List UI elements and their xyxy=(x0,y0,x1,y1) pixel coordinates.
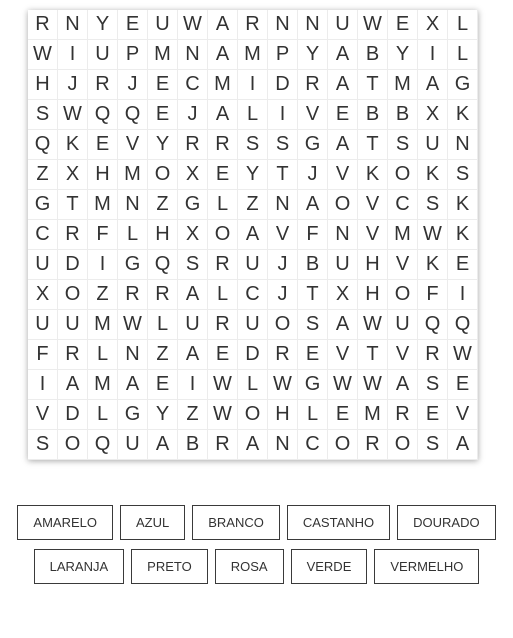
word-laranja[interactable]: LARANJA xyxy=(34,549,125,584)
grid-cell[interactable]: S xyxy=(28,100,58,130)
grid-cell[interactable]: U xyxy=(28,310,58,340)
grid-cell[interactable]: G xyxy=(178,190,208,220)
grid-cell[interactable]: V xyxy=(298,100,328,130)
grid-cell[interactable]: X xyxy=(28,280,58,310)
grid-cell[interactable]: D xyxy=(268,70,298,100)
grid-cell[interactable]: A xyxy=(178,340,208,370)
grid-cell[interactable]: Y xyxy=(238,160,268,190)
grid-cell[interactable]: R xyxy=(388,400,418,430)
grid-cell[interactable]: U xyxy=(238,250,268,280)
grid-cell[interactable]: A xyxy=(208,40,238,70)
grid-cell[interactable]: M xyxy=(88,310,118,340)
grid-cell[interactable]: S xyxy=(298,310,328,340)
grid-cell[interactable]: N xyxy=(268,190,298,220)
grid-cell[interactable]: S xyxy=(388,130,418,160)
grid-cell[interactable]: E xyxy=(208,160,238,190)
grid-cell[interactable]: W xyxy=(418,220,448,250)
grid-cell[interactable]: W xyxy=(358,310,388,340)
grid-cell[interactable]: B xyxy=(298,250,328,280)
grid-cell[interactable]: G xyxy=(298,370,328,400)
grid-cell[interactable]: X xyxy=(418,100,448,130)
grid-cell[interactable]: R xyxy=(208,130,238,160)
grid-cell[interactable]: A xyxy=(238,220,268,250)
grid-cell[interactable]: V xyxy=(328,340,358,370)
grid-cell[interactable]: J xyxy=(58,70,88,100)
grid-cell[interactable]: L xyxy=(448,40,478,70)
grid-cell[interactable]: H xyxy=(88,160,118,190)
grid-cell[interactable]: K xyxy=(358,160,388,190)
grid-cell[interactable]: D xyxy=(58,400,88,430)
grid-cell[interactable]: V xyxy=(358,220,388,250)
grid-cell[interactable]: N xyxy=(118,190,148,220)
grid-cell[interactable]: W xyxy=(208,370,238,400)
grid-cell[interactable]: I xyxy=(178,370,208,400)
grid-cell[interactable]: W xyxy=(448,340,478,370)
grid-cell[interactable]: U xyxy=(238,310,268,340)
grid-cell[interactable]: W xyxy=(328,370,358,400)
grid-cell[interactable]: W xyxy=(118,310,148,340)
grid-cell[interactable]: A xyxy=(298,190,328,220)
grid-cell[interactable]: N xyxy=(58,10,88,40)
grid-cell[interactable]: R xyxy=(148,280,178,310)
grid-cell[interactable]: O xyxy=(238,400,268,430)
grid-cell[interactable]: T xyxy=(358,340,388,370)
grid-cell[interactable]: X xyxy=(328,280,358,310)
grid-cell[interactable]: A xyxy=(58,370,88,400)
grid-cell[interactable]: J xyxy=(178,100,208,130)
grid-cell[interactable]: U xyxy=(58,310,88,340)
grid-cell[interactable]: C xyxy=(178,70,208,100)
grid-cell[interactable]: Q xyxy=(148,250,178,280)
grid-cell[interactable]: F xyxy=(88,220,118,250)
grid-cell[interactable]: R xyxy=(208,310,238,340)
grid-cell[interactable]: M xyxy=(118,160,148,190)
grid-cell[interactable]: O xyxy=(328,190,358,220)
grid-cell[interactable]: I xyxy=(418,40,448,70)
grid-cell[interactable]: Z xyxy=(148,340,178,370)
grid-cell[interactable]: W xyxy=(358,10,388,40)
grid-cell[interactable]: V xyxy=(388,340,418,370)
grid-cell[interactable]: H xyxy=(268,400,298,430)
grid-cell[interactable]: Z xyxy=(238,190,268,220)
grid-cell[interactable]: A xyxy=(388,370,418,400)
grid-cell[interactable]: R xyxy=(88,70,118,100)
grid-cell[interactable]: A xyxy=(328,130,358,160)
grid-cell[interactable]: E xyxy=(148,70,178,100)
grid-cell[interactable]: R xyxy=(358,430,388,460)
grid-cell[interactable]: I xyxy=(238,70,268,100)
word-branco[interactable]: BRANCO xyxy=(192,505,280,540)
grid-cell[interactable]: S xyxy=(448,160,478,190)
grid-cell[interactable]: M xyxy=(388,70,418,100)
grid-cell[interactable]: E xyxy=(148,100,178,130)
word-verde[interactable]: VERDE xyxy=(291,549,368,584)
grid-cell[interactable]: W xyxy=(178,10,208,40)
grid-cell[interactable]: M xyxy=(208,70,238,100)
grid-cell[interactable]: U xyxy=(178,310,208,340)
grid-cell[interactable]: N xyxy=(448,130,478,160)
grid-cell[interactable]: V xyxy=(268,220,298,250)
grid-cell[interactable]: K xyxy=(448,220,478,250)
grid-cell[interactable]: C xyxy=(238,280,268,310)
grid-cell[interactable]: H xyxy=(358,280,388,310)
grid-cell[interactable]: I xyxy=(88,250,118,280)
grid-cell[interactable]: J xyxy=(298,160,328,190)
grid-cell[interactable]: T xyxy=(58,190,88,220)
grid-cell[interactable]: C xyxy=(298,430,328,460)
grid-cell[interactable]: U xyxy=(328,250,358,280)
grid-cell[interactable]: V xyxy=(388,250,418,280)
grid-cell[interactable]: A xyxy=(328,70,358,100)
grid-cell[interactable]: L xyxy=(208,280,238,310)
grid-cell[interactable]: J xyxy=(118,70,148,100)
grid-cell[interactable]: T xyxy=(298,280,328,310)
grid-cell[interactable]: U xyxy=(148,10,178,40)
grid-cell[interactable]: U xyxy=(28,250,58,280)
grid-cell[interactable]: T xyxy=(268,160,298,190)
grid-cell[interactable]: R xyxy=(178,130,208,160)
grid-cell[interactable]: G xyxy=(448,70,478,100)
grid-cell[interactable]: D xyxy=(238,340,268,370)
grid-cell[interactable]: E xyxy=(118,10,148,40)
grid-cell[interactable]: Q xyxy=(418,310,448,340)
grid-cell[interactable]: J xyxy=(268,280,298,310)
grid-cell[interactable]: L xyxy=(148,310,178,340)
grid-cell[interactable]: G xyxy=(298,130,328,160)
grid-cell[interactable]: S xyxy=(418,370,448,400)
grid-cell[interactable]: E xyxy=(448,250,478,280)
grid-cell[interactable]: X xyxy=(178,220,208,250)
grid-cell[interactable]: W xyxy=(58,100,88,130)
grid-cell[interactable]: Q xyxy=(448,310,478,340)
grid-cell[interactable]: L xyxy=(88,340,118,370)
grid-cell[interactable]: B xyxy=(358,100,388,130)
grid-cell[interactable]: Z xyxy=(148,190,178,220)
grid-cell[interactable]: O xyxy=(388,280,418,310)
grid-cell[interactable]: C xyxy=(28,220,58,250)
grid-cell[interactable]: L xyxy=(238,100,268,130)
grid-cell[interactable]: G xyxy=(118,250,148,280)
grid-cell[interactable]: O xyxy=(388,160,418,190)
grid-cell[interactable]: K xyxy=(418,250,448,280)
grid-cell[interactable]: H xyxy=(358,250,388,280)
grid-cell[interactable]: M xyxy=(388,220,418,250)
grid-cell[interactable]: Y xyxy=(88,10,118,40)
grid-cell[interactable]: I xyxy=(28,370,58,400)
grid-cell[interactable]: F xyxy=(298,220,328,250)
grid-cell[interactable]: Y xyxy=(298,40,328,70)
grid-cell[interactable]: U xyxy=(418,130,448,160)
grid-cell[interactable]: R xyxy=(298,70,328,100)
grid-cell[interactable]: L xyxy=(118,220,148,250)
grid-cell[interactable]: K xyxy=(448,100,478,130)
grid-cell[interactable]: E xyxy=(208,340,238,370)
grid-cell[interactable]: O xyxy=(148,160,178,190)
grid-cell[interactable]: V xyxy=(448,400,478,430)
grid-cell[interactable]: E xyxy=(328,400,358,430)
grid-cell[interactable]: E xyxy=(298,340,328,370)
grid-cell[interactable]: N xyxy=(118,340,148,370)
grid-cell[interactable]: U xyxy=(118,430,148,460)
grid-cell[interactable]: W xyxy=(268,370,298,400)
grid-cell[interactable]: N xyxy=(298,10,328,40)
grid-cell[interactable]: H xyxy=(28,70,58,100)
grid-cell[interactable]: W xyxy=(28,40,58,70)
word-search-grid xyxy=(28,10,478,460)
grid-cell[interactable]: F xyxy=(28,340,58,370)
word-amarelo[interactable]: AMARELO xyxy=(17,505,113,540)
grid-cell[interactable]: I xyxy=(268,100,298,130)
grid-cell[interactable]: X xyxy=(58,160,88,190)
grid-cell[interactable]: V xyxy=(28,400,58,430)
word-dourado[interactable]: DOURADO xyxy=(397,505,495,540)
grid-cell[interactable]: G xyxy=(28,190,58,220)
grid-cell[interactable]: L xyxy=(208,190,238,220)
grid-cell[interactable]: M xyxy=(238,40,268,70)
grid-cell[interactable]: I xyxy=(58,40,88,70)
grid-cell[interactable]: E xyxy=(148,370,178,400)
grid-cell[interactable]: M xyxy=(88,190,118,220)
grid-cell[interactable]: V xyxy=(118,130,148,160)
grid-cell[interactable]: A xyxy=(178,280,208,310)
grid-cell[interactable]: U xyxy=(328,10,358,40)
grid-cell[interactable]: S xyxy=(238,130,268,160)
grid-cell[interactable]: R xyxy=(208,250,238,280)
grid-cell[interactable]: A xyxy=(148,430,178,460)
grid-cell[interactable]: R xyxy=(208,430,238,460)
grid-cell[interactable]: A xyxy=(328,310,358,340)
grid-cell[interactable]: P xyxy=(118,40,148,70)
word-vermelho[interactable]: VERMELHO xyxy=(374,549,479,584)
grid-cell[interactable]: G xyxy=(118,400,148,430)
grid-cell[interactable]: C xyxy=(388,190,418,220)
grid-cell[interactable]: A xyxy=(208,100,238,130)
grid-cell[interactable]: R xyxy=(118,280,148,310)
grid-cell[interactable]: S xyxy=(418,190,448,220)
grid-cell[interactable]: L xyxy=(88,400,118,430)
grid-cell[interactable]: Q xyxy=(88,100,118,130)
grid-cell[interactable]: Y xyxy=(388,40,418,70)
grid-cell[interactable]: S xyxy=(28,430,58,460)
grid-cell[interactable]: B xyxy=(178,430,208,460)
grid-cell[interactable]: Q xyxy=(118,100,148,130)
grid-cell[interactable]: B xyxy=(358,40,388,70)
grid-cell[interactable]: X xyxy=(418,10,448,40)
grid-cell[interactable]: A xyxy=(238,430,268,460)
grid-cell[interactable]: F xyxy=(418,280,448,310)
grid-cell[interactable]: W xyxy=(208,400,238,430)
grid-cell[interactable]: O xyxy=(58,280,88,310)
grid-cell[interactable]: A xyxy=(208,10,238,40)
grid-cell[interactable]: O xyxy=(328,430,358,460)
grid-cell[interactable]: U xyxy=(88,40,118,70)
grid-cell[interactable]: V xyxy=(328,160,358,190)
grid-cell[interactable]: Z xyxy=(88,280,118,310)
grid-cell[interactable]: E xyxy=(388,10,418,40)
grid-cell[interactable]: R xyxy=(418,340,448,370)
grid-cell[interactable]: T xyxy=(358,70,388,100)
grid-cell[interactable]: A xyxy=(328,40,358,70)
word-castanho[interactable]: CASTANHO xyxy=(287,505,390,540)
grid-cell[interactable]: T xyxy=(358,130,388,160)
grid-cell[interactable]: M xyxy=(88,370,118,400)
grid-cell[interactable]: B xyxy=(388,100,418,130)
grid-cell[interactable]: E xyxy=(328,100,358,130)
grid-cell[interactable]: I xyxy=(448,280,478,310)
grid-cell[interactable]: P xyxy=(268,40,298,70)
word-rosa[interactable]: ROSA xyxy=(215,549,284,584)
word-azul[interactable]: AZUL xyxy=(120,505,185,540)
grid-cell[interactable]: U xyxy=(388,310,418,340)
grid-cell[interactable]: O xyxy=(388,430,418,460)
grid-cell[interactable]: V xyxy=(358,190,388,220)
grid-cell[interactable]: R xyxy=(28,10,58,40)
grid-cell[interactable]: K xyxy=(58,130,88,160)
grid-cell[interactable]: E xyxy=(88,130,118,160)
grid-cell[interactable]: N xyxy=(178,40,208,70)
grid-cell[interactable]: A xyxy=(448,430,478,460)
grid-cell[interactable]: J xyxy=(268,250,298,280)
grid-cell[interactable]: O xyxy=(268,310,298,340)
grid-cell[interactable]: A xyxy=(118,370,148,400)
grid-cell[interactable]: L xyxy=(298,400,328,430)
word-preto[interactable]: PRETO xyxy=(131,549,208,584)
grid-cell[interactable]: D xyxy=(58,250,88,280)
grid-cell[interactable]: Y xyxy=(148,400,178,430)
grid-cell[interactable]: R xyxy=(268,340,298,370)
grid-cell[interactable]: Z xyxy=(178,400,208,430)
grid-cell[interactable]: H xyxy=(148,220,178,250)
grid-cell[interactable]: R xyxy=(238,10,268,40)
word-list xyxy=(0,505,513,584)
grid-cell[interactable]: O xyxy=(208,220,238,250)
grid-cell[interactable]: M xyxy=(358,400,388,430)
grid-cell[interactable]: Y xyxy=(148,130,178,160)
grid-cell[interactable]: N xyxy=(268,10,298,40)
grid-cell[interactable]: S xyxy=(268,130,298,160)
grid-cell[interactable]: K xyxy=(448,190,478,220)
grid-cell[interactable]: W xyxy=(358,370,388,400)
grid-cell[interactable]: O xyxy=(58,430,88,460)
grid-cell[interactable]: S xyxy=(178,250,208,280)
grid-cell[interactable]: L xyxy=(448,10,478,40)
grid-cell[interactable]: E xyxy=(448,370,478,400)
grid-cell[interactable]: Q xyxy=(28,130,58,160)
grid-cell[interactable]: R xyxy=(58,340,88,370)
grid-cell[interactable]: Q xyxy=(88,430,118,460)
grid-cell[interactable]: X xyxy=(178,160,208,190)
grid-cell[interactable]: A xyxy=(418,70,448,100)
grid-cell[interactable]: N xyxy=(328,220,358,250)
grid-cell[interactable]: Z xyxy=(28,160,58,190)
grid-cell[interactable]: R xyxy=(58,220,88,250)
grid-cell[interactable]: M xyxy=(148,40,178,70)
grid-cell[interactable]: N xyxy=(268,430,298,460)
grid-cell[interactable]: K xyxy=(418,160,448,190)
grid-cell[interactable]: S xyxy=(418,430,448,460)
grid-cell[interactable]: E xyxy=(418,400,448,430)
grid-cell[interactable]: L xyxy=(238,370,268,400)
